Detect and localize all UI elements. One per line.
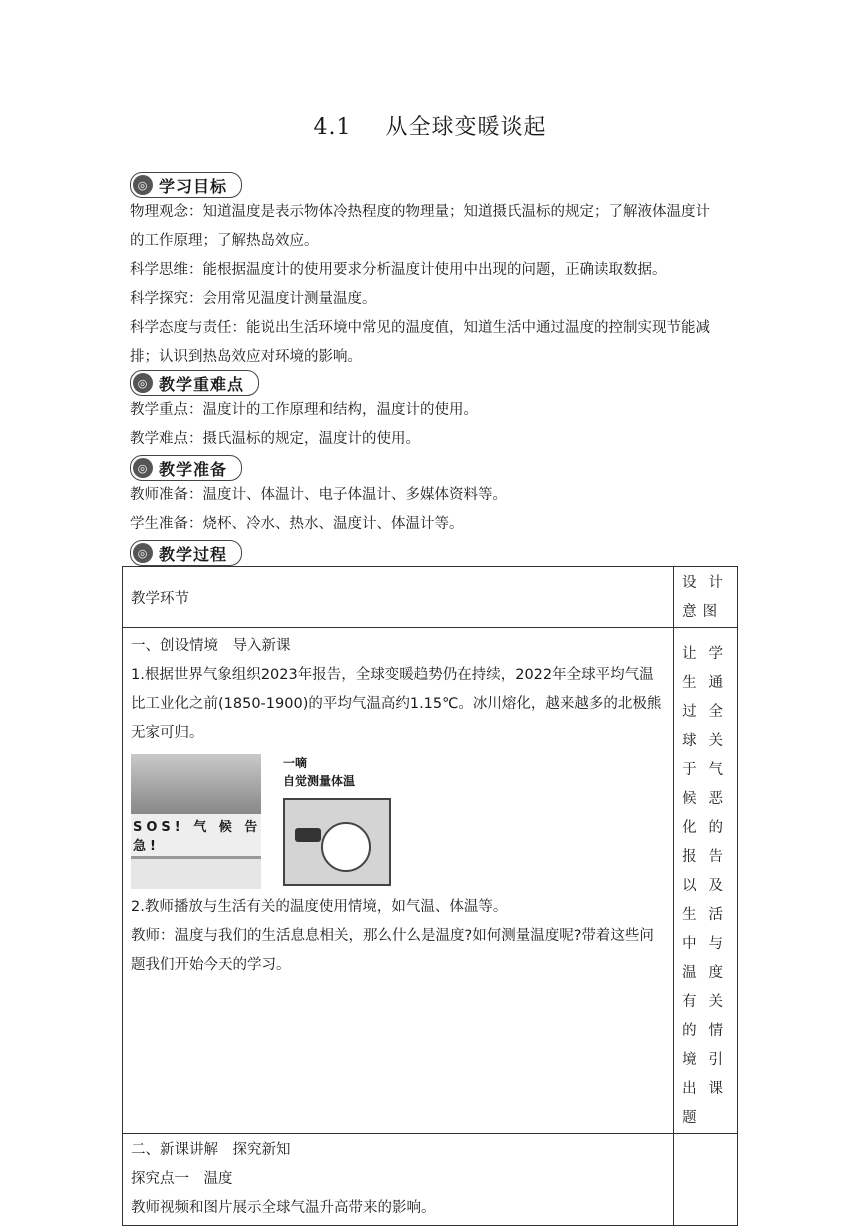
objectives-badge (130, 172, 242, 198)
objective-line: 科学态度与责任：能说出生活环境中常见的温度值，知道生活中通过温度的控制实现节能减 (130, 320, 710, 336)
preparation-text (130, 481, 730, 539)
section-title: 从全球变暖谈起 (385, 115, 547, 140)
book-icon: ◎ (133, 373, 153, 393)
cartoon-frame (283, 798, 391, 886)
key-point-line: 教学重点：温度计的工作原理和结构，温度计的使用。 (130, 402, 478, 418)
step-item: 2.教师播放与生活有关的温度使用情境，如气温、体温等。 (131, 899, 508, 915)
process-label: 教学过程 (159, 544, 228, 564)
sos-banner: SOS! 气 候 告 急! (131, 814, 261, 864)
process-badge (130, 540, 242, 566)
cartoon-caption: 自觉测量体温 (283, 774, 356, 788)
header-step: 教学环节 (123, 567, 674, 628)
key-points-label: 教学重难点 (159, 374, 245, 394)
objective-line: 科学思维：能根据温度计的使用要求分析温度计使用中出现的问题，正确读取数据。 (130, 262, 667, 278)
process-table (122, 566, 738, 1226)
bear-icon (321, 822, 371, 872)
step-heading: 二、新课讲解 探究新知 (131, 1142, 291, 1158)
intent-cell: 让学生通过全球关于气候恶化的报告以及生活中与温度有关的情境引出课题 (674, 628, 738, 1134)
preparation-line: 学生准备：烧杯、冷水、热水、温度计、体温计等。 (130, 516, 464, 532)
objectives-label: 学习目标 (159, 176, 228, 196)
intent-cell (674, 1134, 738, 1226)
key-points-text (130, 396, 730, 454)
step-item: 教师视频和图片展示全球气温升高带来的影响。 (131, 1200, 436, 1216)
thermometer-gun-icon (295, 828, 321, 842)
table-row (123, 1134, 738, 1226)
key-point-line: 教学难点：摄氏温标的规定，温度计的使用。 (130, 431, 420, 447)
table-row (123, 628, 738, 1134)
objective-line: 的工作原理；了解热岛效应。 (130, 233, 319, 249)
section-number: 4.1 (313, 115, 352, 140)
objectives-text (130, 198, 730, 372)
table-header-row (123, 567, 738, 628)
book-icon: ◎ (133, 458, 153, 478)
key-points-badge (130, 370, 259, 396)
step-item: 1.根据世界气象组织2023年报告，全球变暖趋势仍在持续，2022年全球平均气温比工业化之前(1850-1900)的平均气温高约1.15℃。冰川熔化，越来越多的北极熊无家可归。 (131, 667, 662, 741)
step-item: 教师：温度与我们的生活息息相关，那么什么是温度?如何测量温度呢?带着这些问题我们开始今天的学习。 (131, 928, 654, 973)
preparation-label: 教学准备 (159, 459, 228, 479)
objective-line: 排；认识到热岛效应对环境的影响。 (130, 349, 362, 365)
book-icon: ◎ (133, 543, 153, 563)
book-icon: ◎ (133, 175, 153, 195)
temperature-cartoon (283, 754, 413, 889)
polar-bear-photo (131, 754, 261, 889)
objective-line: 科学探究：会用常见温度计测量温度。 (130, 291, 377, 307)
step-subheading: 探究点一 温度 (131, 1171, 233, 1187)
page-title (0, 110, 860, 141)
preparation-line: 教师准备：温度计、体温计、电子体温计、多媒体资料等。 (130, 487, 507, 503)
step-intro-cell (123, 628, 674, 1134)
objective-line: 物理观念：知道温度是表示物体冷热程度的物理量；知道摄氏温标的规定；了解液体温度计 (130, 204, 710, 220)
step-new-lesson-cell (123, 1134, 674, 1226)
header-intent: 设计意图 (674, 567, 738, 628)
preparation-badge (130, 455, 242, 481)
ice-floe (131, 856, 261, 889)
cartoon-caption: 一嘀 (283, 756, 308, 770)
illustration-row (131, 754, 665, 889)
step-heading: 一、创设情境 导入新课 (131, 638, 291, 654)
